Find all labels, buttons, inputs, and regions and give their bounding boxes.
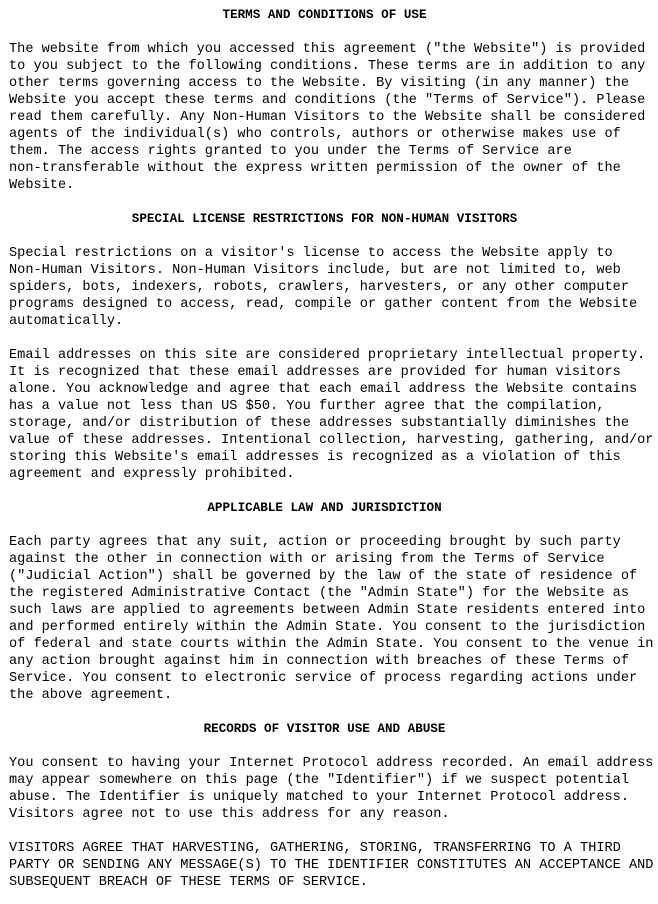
non-human-restrictions-paragraph: Special restrictions on a visitor's license to access the Website apply to Non-Human Visitors. Non-Human Visitors include, but are not limited to, web spiders, bots, indexers, robots, crawlers, harvesters, or any other computer programs designed to access, read, compile or gather content from the Website automatically.: [9, 246, 638, 329]
terms-paragraph: The website from which you accessed this agreement ("the Website") is provided to you subject to the following conditions. These terms are in addition to any other terms governing access to the Website. By visiting (in any manner) the Website you accept these terms and conditions (the "Terms of Service"). Please read them carefully. Any Non-Human Visitors to the Website shall be considered agents of the individual(s) who controls, authors or otherwise makes use of them. The access rights granted to you under the Terms of Service are non-transferable without the express written permission of the owner of the Website.: [9, 42, 646, 193]
non-human-restrictions-heading: SPECIAL LICENSE RESTRICTIONS FOR NON-HUMAN VISITORS: [131, 212, 518, 226]
visitor-records-paragraph: You consent to having your Internet Protocol address recorded. An email address may appear somewhere on this page (the "Identifier") if we suspect potential abuse. The Identifier is uniquely matched to your Internet Protocol address. Visitors agree not to use this address for any reason.: [9, 756, 654, 822]
spacer: [9, 194, 658, 211]
harvesting-warning-paragraph: VISITORS AGREE THAT HARVESTING, GATHERING, STORING, TRANSFERRING TO A THIRD PARTY OR SENDING ANY MESSAGE(S) TO THE IDENTIFIER CONSTITUTES AN ACCEPTANCE AND SUBSEQUENT BREACH OF THESE TERMS OF SERVICE.: [9, 841, 654, 890]
spacer: [9, 24, 658, 41]
email-addresses-paragraph: Email addresses on this site are considered proprietary intellectual property. It is recognized that these email addresses are provided for human visitors alone. You acknowledge and agree that each email address the Website contains has a value not less than US $50. You further agree that the compilation, storage, and/or distribution of these addresses substantially diminishes the value of these addresses. Intentional collection, harvesting, gathering, and/or storing this Website's email addresses is recognized as a violation of this agreement and expressly prohibited.: [9, 348, 654, 482]
visitor-records-heading: RECORDS OF VISITOR USE AND ABUSE: [203, 722, 446, 736]
law-jurisdiction-paragraph: Each party agrees that any suit, action or proceeding brought by such party against the other in connection with or arising from the Terms of Service ("Judicial Action") shall be governed by the law of the state of residence of the registered Administrative Contact (the "Admin State") for the Website as such laws are applied to agreements between Admin State residents entered into and performed entirely within the Admin State. You consent to the jurisdiction of federal and state courts within the Admin State. You consent to the venue in any action brought against him in connection with breaches of these Terms of Service. You consent to electronic service of process regarding actions under the above agreement.: [9, 535, 654, 703]
spacer: [9, 330, 658, 347]
law-jurisdiction-heading: APPLICABLE LAW AND JURISDICTION: [207, 501, 442, 515]
spacer: [9, 823, 658, 840]
spacer: [9, 704, 658, 721]
terms-heading: TERMS AND CONDITIONS OF USE: [222, 8, 427, 22]
spacer: [9, 483, 658, 500]
spacer: [9, 738, 658, 755]
spacer: [9, 517, 658, 534]
spacer: [9, 228, 658, 245]
